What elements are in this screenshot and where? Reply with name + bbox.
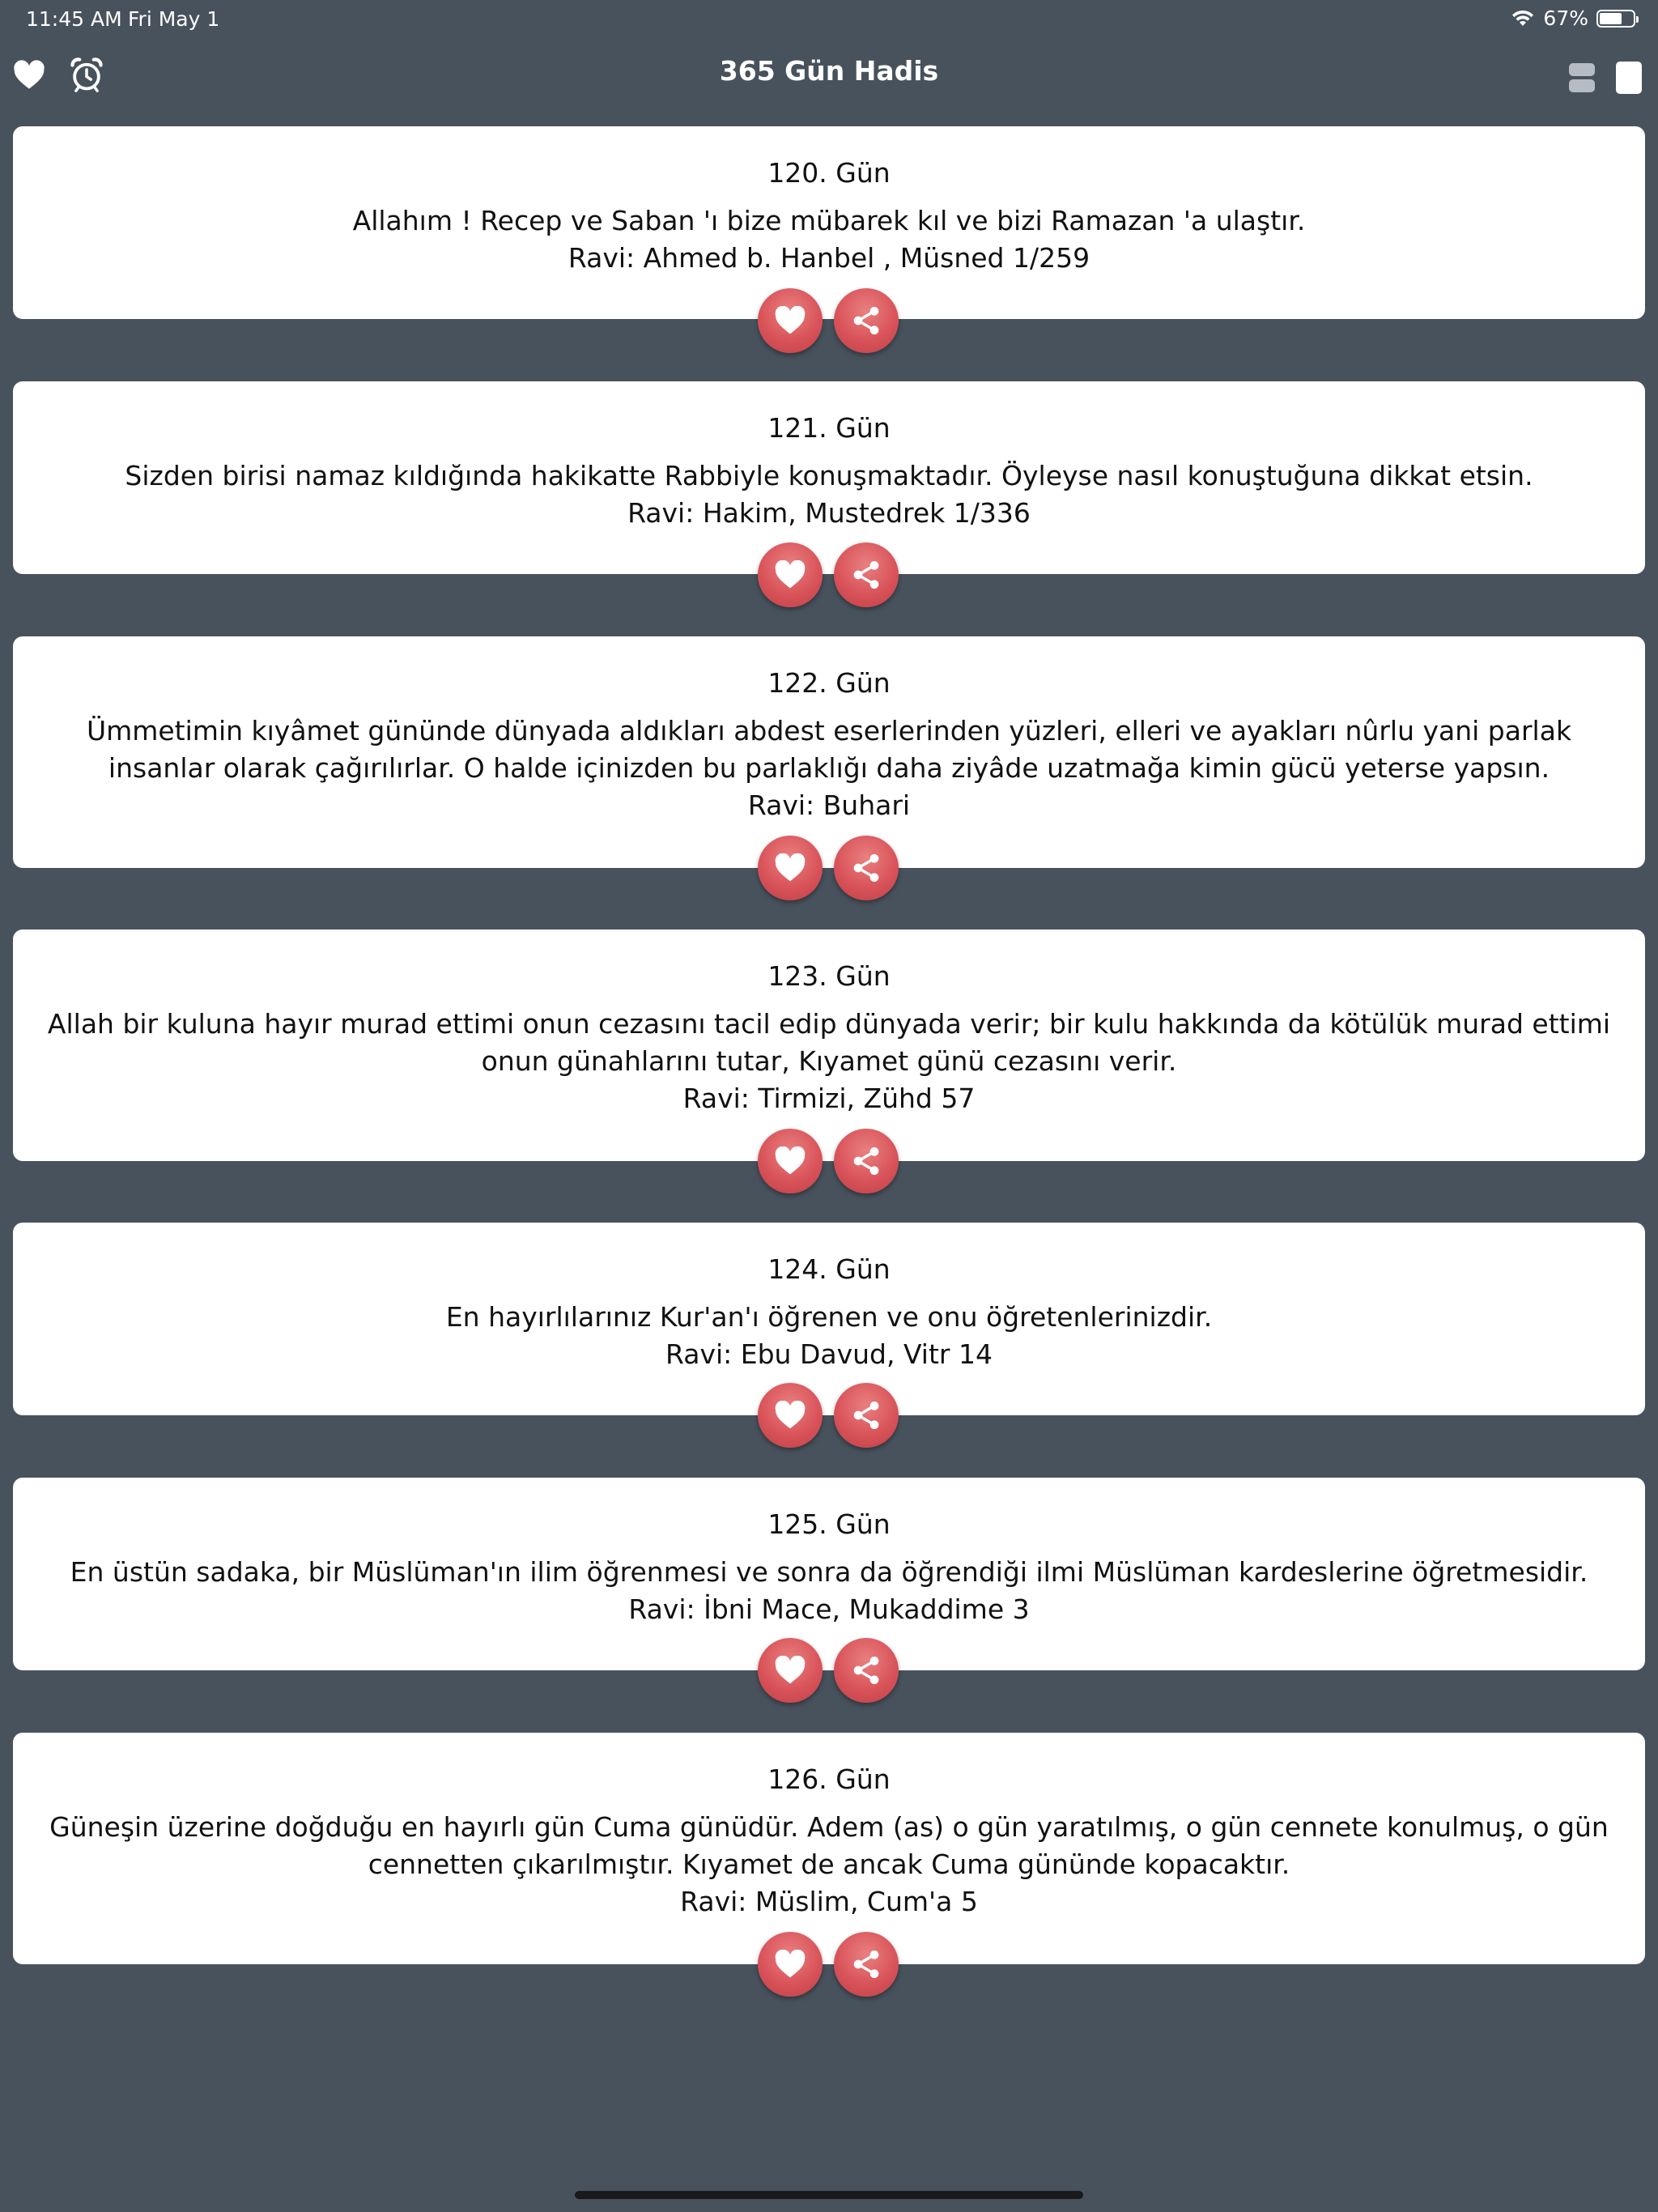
hadith-text: Allahım ! Recep ve Saban 'ı bize mübarek kıl ve bizi Ramazan 'a ulaştır. <box>352 205 1306 236</box>
hadith-day: 123. Gün <box>767 960 891 992</box>
share-button[interactable] <box>834 1638 899 1703</box>
page-title: 365 Gün Hadis <box>719 55 939 87</box>
single-view-button[interactable] <box>1616 62 1642 97</box>
status-time: 11:45 AM <box>26 7 122 31</box>
hadith-day: 122. Gün <box>767 667 891 699</box>
hadith-narrator: Ravi: Ebu Davud, Vitr 14 <box>665 1338 993 1370</box>
favorite-button[interactable] <box>758 1129 823 1193</box>
hadith-day: 121. Gün <box>767 412 891 444</box>
hadith-day: 125. Gün <box>767 1508 891 1540</box>
favorite-button[interactable] <box>758 542 823 607</box>
hadith-actions <box>758 1383 899 1448</box>
share-icon <box>850 852 882 884</box>
heart-icon <box>774 1401 806 1430</box>
share-icon <box>850 559 882 591</box>
list-view-icon <box>1569 63 1595 92</box>
share-icon <box>850 304 882 337</box>
share-button[interactable] <box>834 1932 899 1997</box>
hadith-narrator: Ravi: Tirmizi, Zühd 57 <box>682 1083 976 1114</box>
hadith-narrator: Ravi: Ahmed b. Hanbel , Müsned 1/259 <box>568 242 1090 274</box>
hadith-narrator: Ravi: Buhari <box>747 789 911 821</box>
wifi-icon <box>1511 10 1535 28</box>
battery-percent: 67% <box>1543 6 1588 30</box>
hadith-day: 126. Gün <box>767 1763 891 1795</box>
hadith-text: Allah bir kuluna hayır murad ettimi onun cezasını tacil edip dünyada verir; bir kulu hakkında da kötülük murad ettimi onun günahlarını tutar, Kıyamet günü cezasını verir. <box>47 1008 1611 1077</box>
list-view-button[interactable] <box>1569 63 1595 96</box>
hadith-card <box>13 1733 1645 1964</box>
hadith-actions <box>758 1932 899 1997</box>
hadith-text: Güneşin üzerine doğduğu en hayırlı gün Cuma günüdür. Adem (as) o gün yaratılmış, o gün cennete konulmuş, o gün cennetten çıkarılmıştır. Kıyamet de ancak Cuma gününde kopacaktır. <box>49 1811 1609 1880</box>
favorite-button[interactable] <box>758 1383 823 1448</box>
share-button[interactable] <box>834 1383 899 1448</box>
hadith-card <box>13 636 1645 868</box>
hadith-text: En üstün sadaka, bir Müslüman'ın ilim öğrenmesi ve sonra da öğrendiği ilmi Müslüman kardeslerine öğretmesidir. <box>70 1556 1588 1588</box>
battery-fill <box>1600 13 1622 24</box>
share-icon <box>850 1145 882 1177</box>
hadith-narrator: Ravi: Müslim, Cum'a 5 <box>680 1886 978 1917</box>
single-view-icon <box>1616 62 1642 94</box>
share-icon <box>850 1948 882 1980</box>
hadith-actions <box>758 836 899 900</box>
heart-icon <box>774 560 806 589</box>
heart-icon <box>774 1146 806 1176</box>
nav-bar <box>0 40 1658 130</box>
share-icon <box>850 1399 882 1431</box>
hadith-card <box>13 929 1645 1161</box>
hadith-day: 124. Gün <box>767 1253 891 1285</box>
favorite-button[interactable] <box>758 288 823 353</box>
share-button[interactable] <box>834 1129 899 1193</box>
share-icon <box>850 1654 882 1687</box>
share-button[interactable] <box>834 836 899 900</box>
status-date: Fri May 1 <box>128 7 220 31</box>
hadith-text: En hayırlılarınız Kur'an'ı öğrenen ve onu öğretenlerinizdir. <box>445 1301 1213 1333</box>
hadith-text: Sizden birisi namaz kıldığında hakikatte Rabbiyle konuşmaktadır. Öyleyse nasıl konuştuğuna dikkat etsin. <box>125 460 1533 491</box>
heart-icon <box>774 1656 806 1685</box>
hadith-actions <box>758 288 899 353</box>
hadith-actions <box>758 1129 899 1193</box>
hadith-actions <box>758 542 899 607</box>
hadith-actions <box>758 1638 899 1703</box>
favorite-button[interactable] <box>758 836 823 900</box>
hadith-narrator: Ravi: Hakim, Mustedrek 1/336 <box>627 497 1031 529</box>
share-button[interactable] <box>834 288 899 353</box>
hadith-text: Ümmetimin kıyâmet gününde dünyada aldıkları abdest eserlerinden yüzleri, elleri ve ayakları nûrlu yani parlak insanlar olarak çağırılırlar. O halde içinizden bu parlaklığı daha ziyâde uzatmağa kimin gücü yeterse yapsın. <box>86 715 1572 784</box>
home-indicator[interactable] <box>575 2191 1083 2199</box>
heart-icon <box>774 853 806 883</box>
share-button[interactable] <box>834 542 899 607</box>
favorite-button[interactable] <box>758 1932 823 1997</box>
favorite-button[interactable] <box>758 1638 823 1703</box>
status-right <box>1511 6 1635 30</box>
status-bar <box>0 0 1658 40</box>
hadith-narrator: Ravi: İbni Mace, Mukaddime 3 <box>628 1593 1030 1625</box>
heart-icon <box>774 1950 806 1979</box>
heart-icon <box>774 306 806 335</box>
battery-icon <box>1596 10 1635 28</box>
hadith-day: 120. Gün <box>767 157 891 189</box>
